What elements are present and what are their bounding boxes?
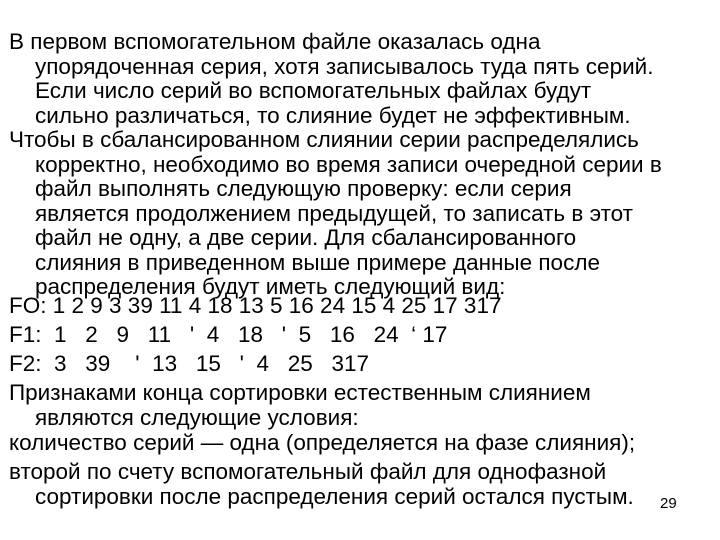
text-line: упорядоченная серия, хотя записывалось туда пять серий. xyxy=(35,53,654,79)
text-line: Если число серий во вспомогательных файлах будут xyxy=(35,78,592,103)
text-line: файл выполнять следующую проверку: если серия xyxy=(35,176,572,201)
text-line: являются следующие условия: xyxy=(35,404,359,430)
text-line: FO: 1 2 9 3 39 11 4 18 13 5 16 24 15 4 25 17 317 xyxy=(9,293,502,318)
file-f1-series xyxy=(9,323,715,348)
text-line: В первом вспомогательном файле оказалась одна xyxy=(9,29,541,54)
text-line: слияния в приведенном выше примере данные после xyxy=(35,249,600,275)
file-f2-series xyxy=(9,352,715,377)
text-line: второй по счету вспомогательный файл для однофазной xyxy=(9,459,607,484)
paragraph-balanced-merge-check xyxy=(9,128,715,300)
paragraph-single-series-problem xyxy=(9,30,715,128)
condition-single-series xyxy=(9,431,715,456)
paragraph-end-conditions xyxy=(9,381,715,430)
text-line: F2: 3 39 ' 13 15 ' 4 25 317 xyxy=(9,351,370,376)
text-line: Признаками конца сортировки естественным слиянием xyxy=(9,380,591,405)
page-number: 29 xyxy=(660,495,677,512)
text-line: распределения будут иметь следующий вид: xyxy=(35,274,506,299)
text-line: сортировки после распределения серий остался пустым. xyxy=(35,483,634,509)
text-line: файл не одну, а две серии. Для сбалансированного xyxy=(35,225,577,250)
text-line: корректно, необходимо во время записи очередной серии в xyxy=(35,151,662,177)
text-line: F1: 1 2 9 11 ' 4 18 ' 5 16 24 ‘ 17 xyxy=(9,322,448,347)
file-fo-series xyxy=(9,294,715,319)
text-line: Чтобы в сбалансированном слиянии серии распределялись xyxy=(9,127,639,152)
condition-empty-file xyxy=(9,460,715,509)
text-line: количество серий — одна (определяется на фазе слияния); xyxy=(9,430,636,455)
text-line: является продолжением предыдущей, то записать в этот xyxy=(35,200,633,226)
text-line: сильно различаться, то слияние будет не эффективным. xyxy=(35,102,631,128)
